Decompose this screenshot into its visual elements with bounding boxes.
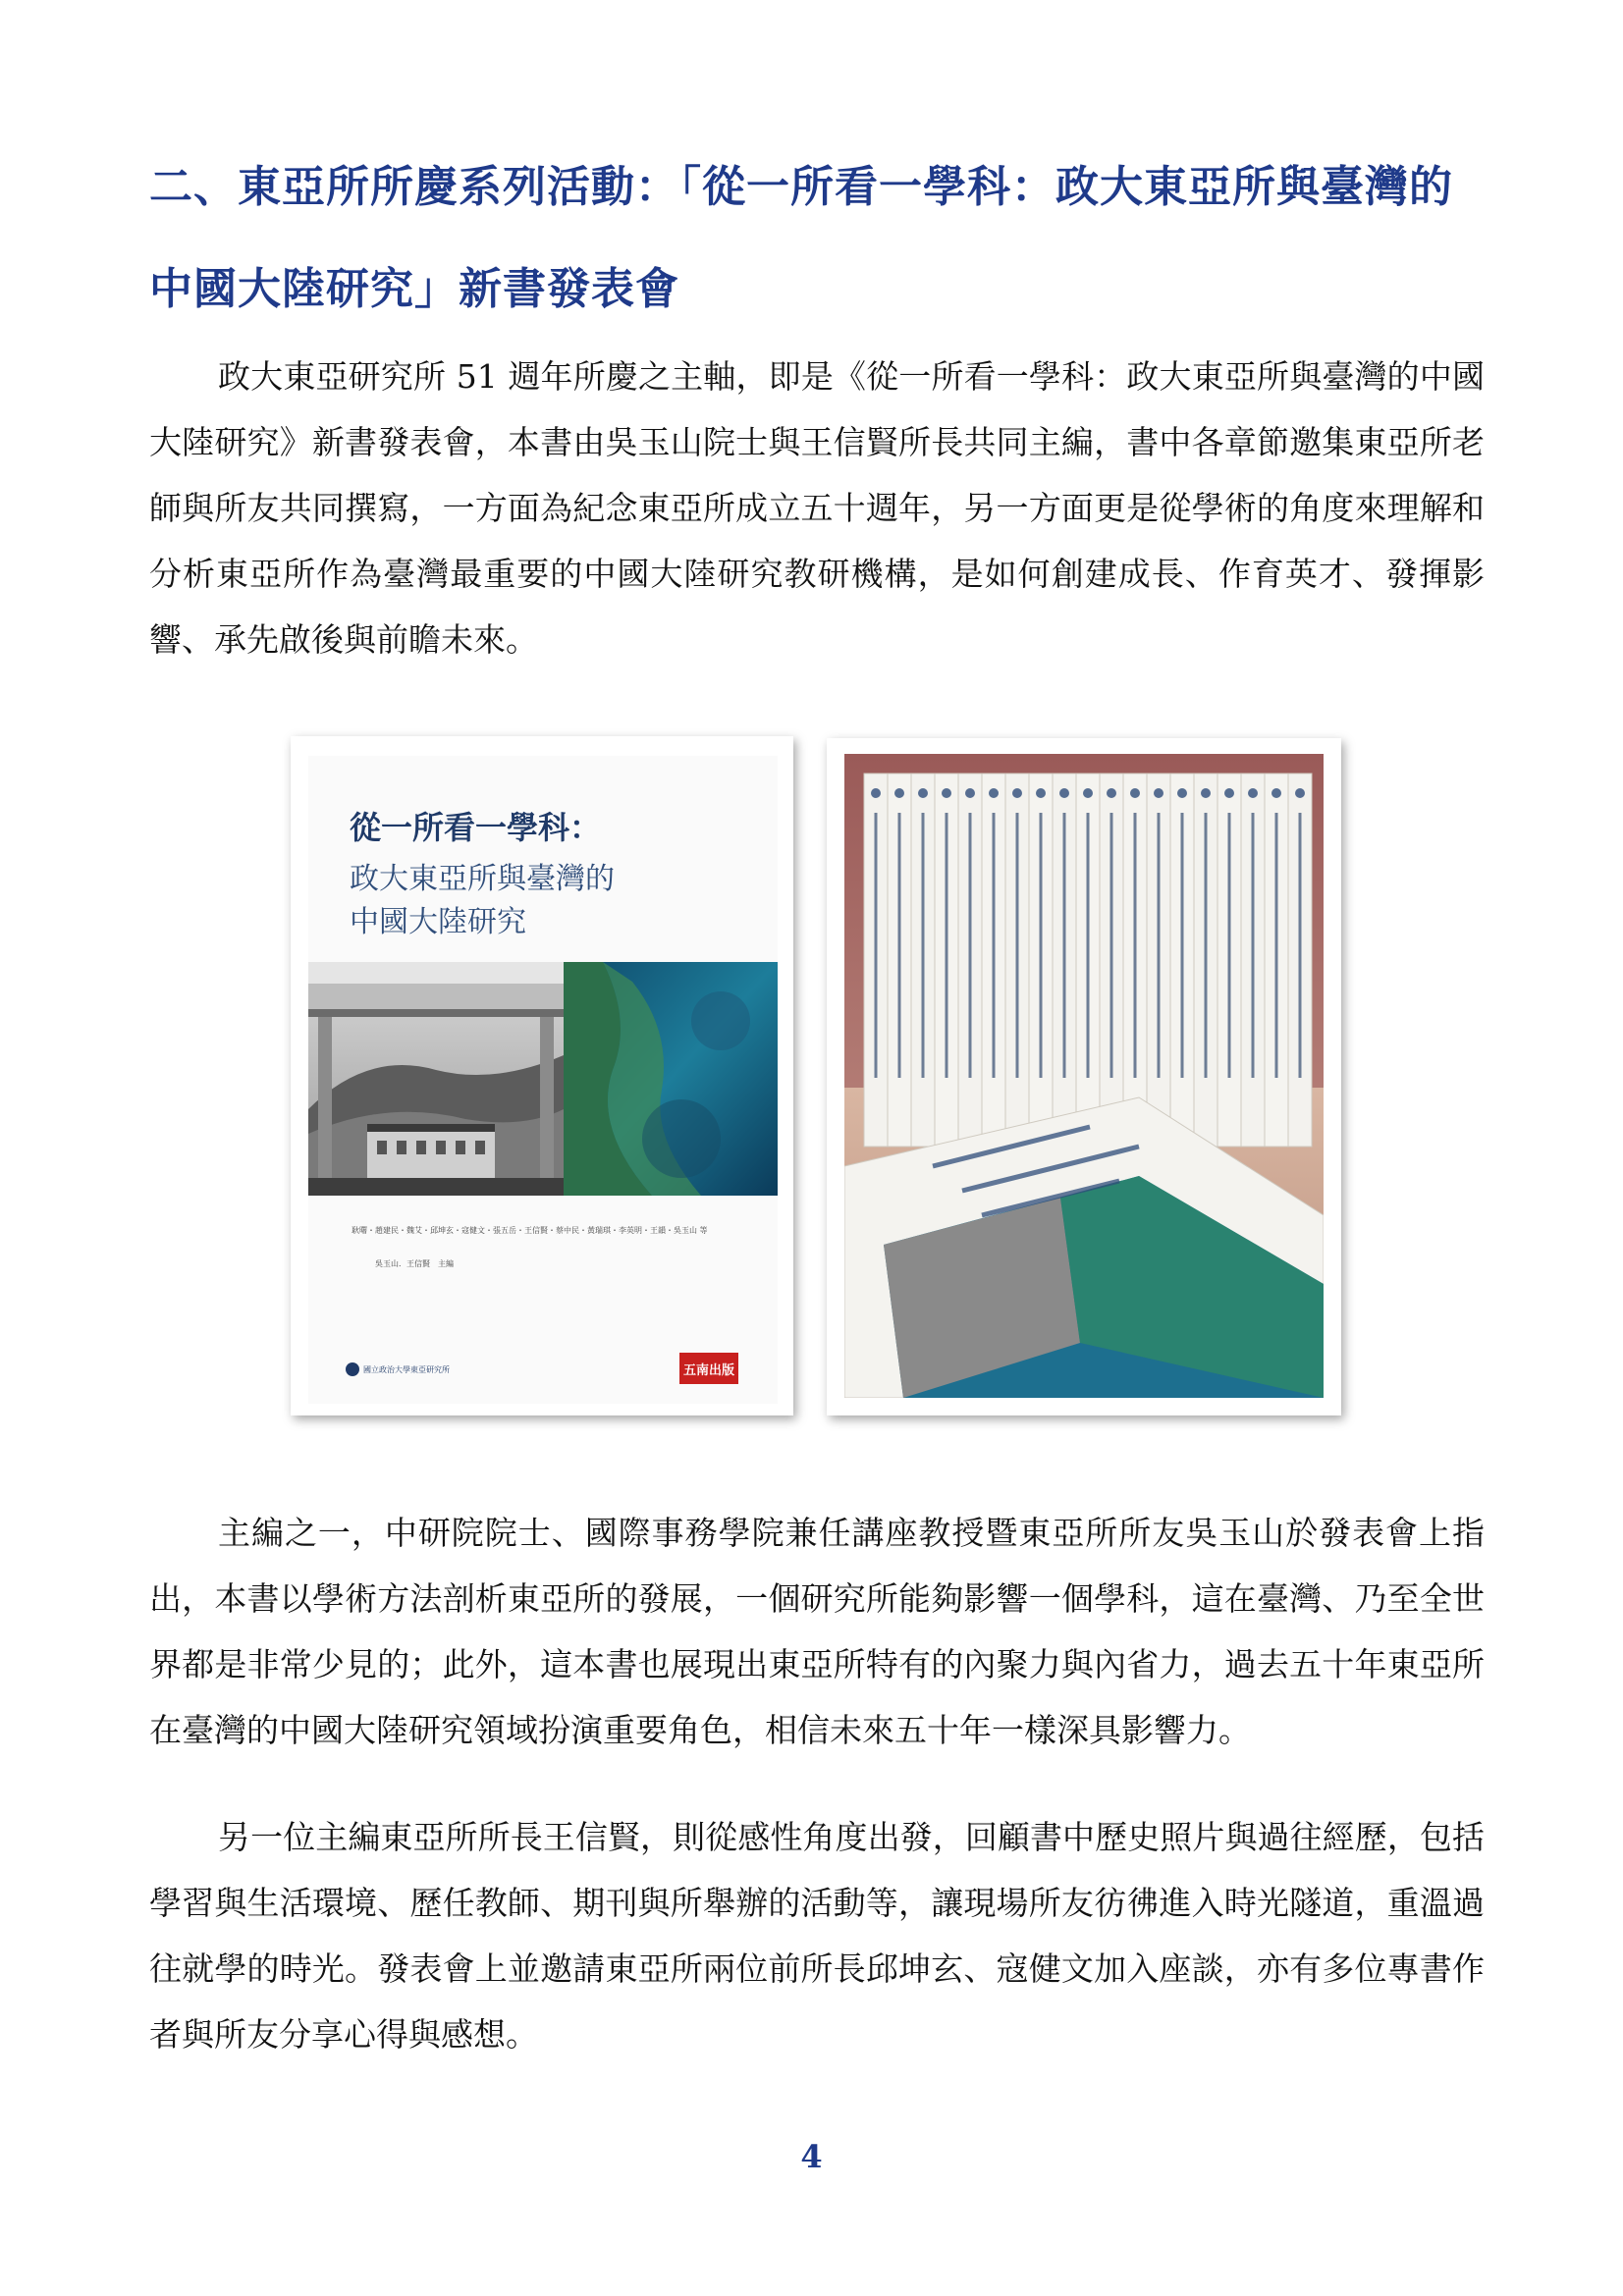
book-cover-figure [291, 736, 793, 1415]
cover-title-line1: 從一所看一學科： [350, 809, 602, 846]
institute-name: 國立政治大學東亞研究所 [363, 1364, 450, 1374]
cover-institute [346, 1362, 450, 1376]
body-paragraph-3 [149, 1804, 1485, 2067]
paragraph-text: 另一位主編東亞所所長王信賢，則從感性角度出發，回顧書中歷史照片與過往經歷，包括學習與生活環境、歷任教師、期刊與所舉辦的活動等，讓現場所友彷彿進入時光隧道，重溫過往就學的時光。發表會上並邀請東亞所兩位前所長邱坤玄、寇健文加入座談，亦有多位專書作者與所友分享心得與感想。 [149, 1818, 1485, 2054]
body-paragraph-2 [149, 1500, 1485, 1763]
cover-title-line2: 政大東亞所與臺灣的 [350, 862, 615, 896]
page-number: 4 [800, 2138, 823, 2175]
body-paragraph-1 [149, 344, 1485, 672]
section-heading-line1: 二、東亞所所慶系列活動：「從一所看一學科：政大東亞所與臺灣的 [149, 162, 1453, 212]
book-stack-photo-figure [827, 738, 1341, 1415]
cover-authors: 耿曙・趙建民・魏艾・邱坤玄・寇健文・張五岳・王信賢・蔡中民・黃瑞琪・李英明・王韻・吳玉山 等 [352, 1226, 708, 1235]
book-cover [308, 756, 778, 1404]
section-heading-line2: 中國大陸研究」新書發表會 [149, 264, 679, 314]
cover-editors: 吳玉山．王信賢 主編 [375, 1259, 454, 1268]
book-stack-photo [844, 754, 1324, 1398]
publisher-badge: 五南出版 [679, 1353, 738, 1384]
cover-title-line3: 中國大陸研究 [350, 905, 526, 939]
institute-logo-icon [346, 1362, 359, 1376]
cover-photo-collage [308, 962, 778, 1196]
paragraph-text: 主編之一，中研院院士、國際事務學院兼任講座教授暨東亞所所友吳玉山於發表會上指出，本書以學術方法剖析東亞所的發展，一個研究所能夠影響一個學科，這在臺灣、乃至全世界都是非常少見的；此外，這本書也展現出東亞所特有的內聚力與內省力，過去五十年東亞所在臺灣的中國大陸研究領域扮演重要角色，相信未來五十年一樣深具影響力。 [149, 1514, 1485, 1749]
paragraph-text: 政大東亞研究所 51 週年所慶之主軸，即是《從一所看一學科：政大東亞所與臺灣的中國大陸研究》新書發表會，本書由吳玉山院士與王信賢所長共同主編，書中各章節邀集東亞所老師與所友共同撰寫，一方面為紀念東亞所成立五十週年，另一方面更是從學術的角度來理解和分析東亞所作為臺灣最重要的中國大陸研究教研機構，是如何創建成長、作育英才、發揮影響、承先啟後與前瞻未來。 [149, 357, 1485, 659]
